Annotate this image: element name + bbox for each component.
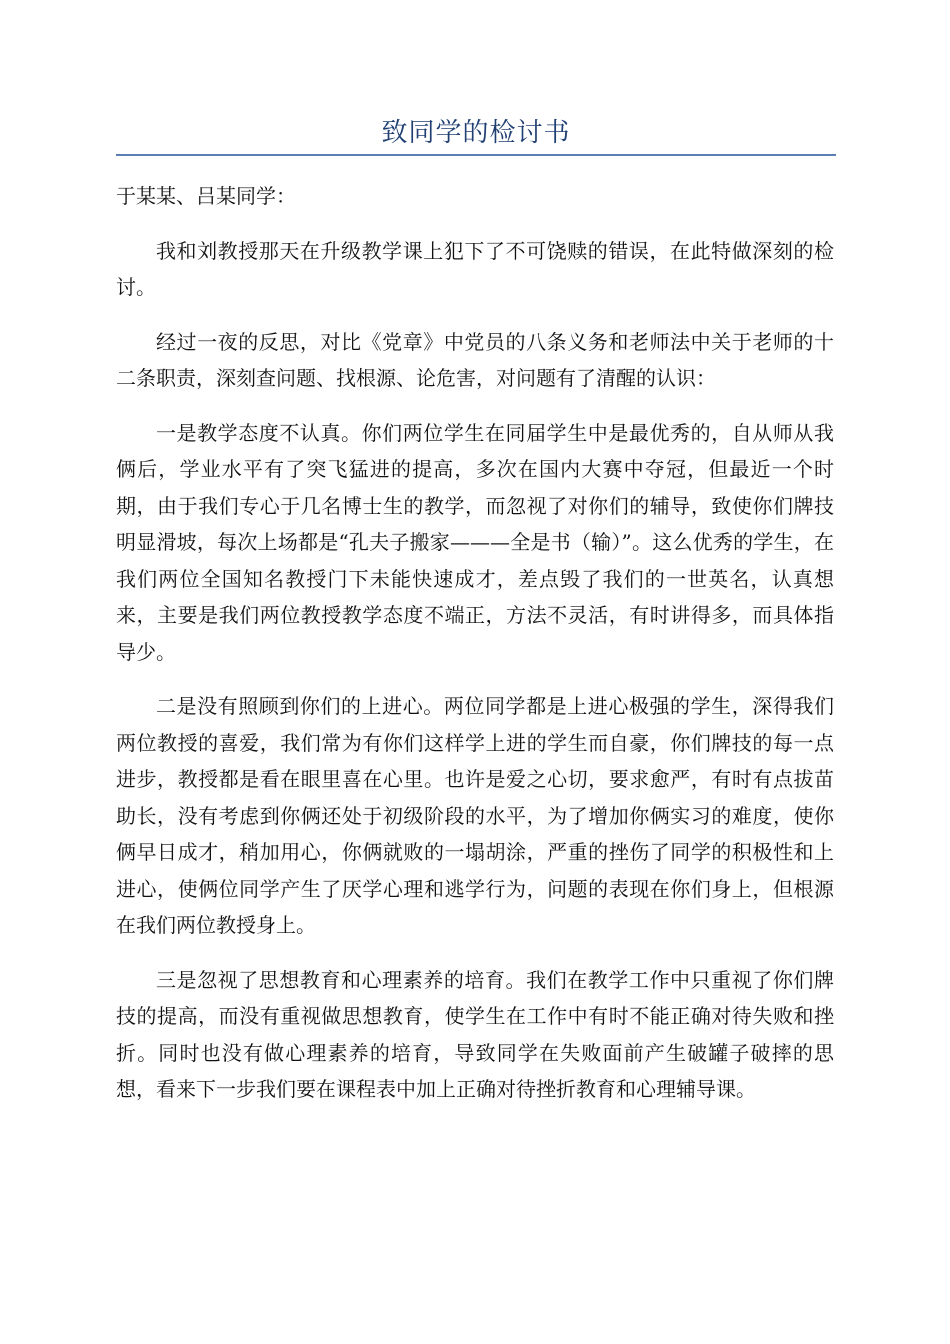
page-title: 致同学的检讨书 [381,118,571,148]
title-underline [116,154,836,156]
paragraph-1: 我和刘教授那天在升级教学课上犯下了不可饶赎的错误，在此特做深刻的检讨。 [116,238,834,299]
paragraph-3: 一是教学态度不认真。你们两位学生在同届学生中是最优秀的，自从师从我俩后，学业水平有了突飞猛进的提高，多次在国内大赛中夺冠，但最近一个时期，由于我们专心于几名博士生的教学，而忽视了对你们的辅导，致使你们牌技明显滑坡，每次上场都是“孔夫子搬家———全是书（输）”。这么优秀的学生，在我们两位全国知名教授门下未能快速成才，差点毁了我们的一世英名，认真想来，主要是我们两位教授教学态度不端正，方法不灵活，有时讲得多，而具体指导少。 [116,420,834,664]
paragraph-2: 经过一夜的反思，对比《党章》中党员的八条义务和老师法中关于老师的十二条职责，深刻查问题、找根源、论危害，对问题有了清醒的认识： [116,329,834,390]
document-body [116,178,834,1126]
salutation: 于某某、吕某同学： [116,184,296,208]
paragraph-4: 二是没有照顾到你们的上进心。两位同学都是上进心极强的学生，深得我们两位教授的喜爱，我们常为有你们这样学上进的学生而自豪，你们牌技的每一点进步，教授都是看在眼里喜在心里。也许是爱之心切，要求愈严，有时有点拔苗助长，没有考虑到你俩还处于初级阶段的水平，为了增加你俩实习的难度，使你俩早日成才，稍加用心，你俩就败的一塌胡涂，严重的挫伤了同学的积极性和上进心，使俩位同学产生了厌学心理和逃学行为，问题的表现在你们身上，但根源在我们两位教授身上。 [116,694,834,937]
paragraph-5: 三是忽视了思想教育和心理素养的培育。我们在教学工作中只重视了你们牌技的提高，而没有重视做思想教育，使学生在工作中有时不能正确对待失败和挫折。同时也没有做心理素养的培育，导致同学在失败面前产生破罐子破摔的思想，看来下一步我们要在课程表中加上正确对待挫折教育和心理辅导课。 [116,967,834,1101]
